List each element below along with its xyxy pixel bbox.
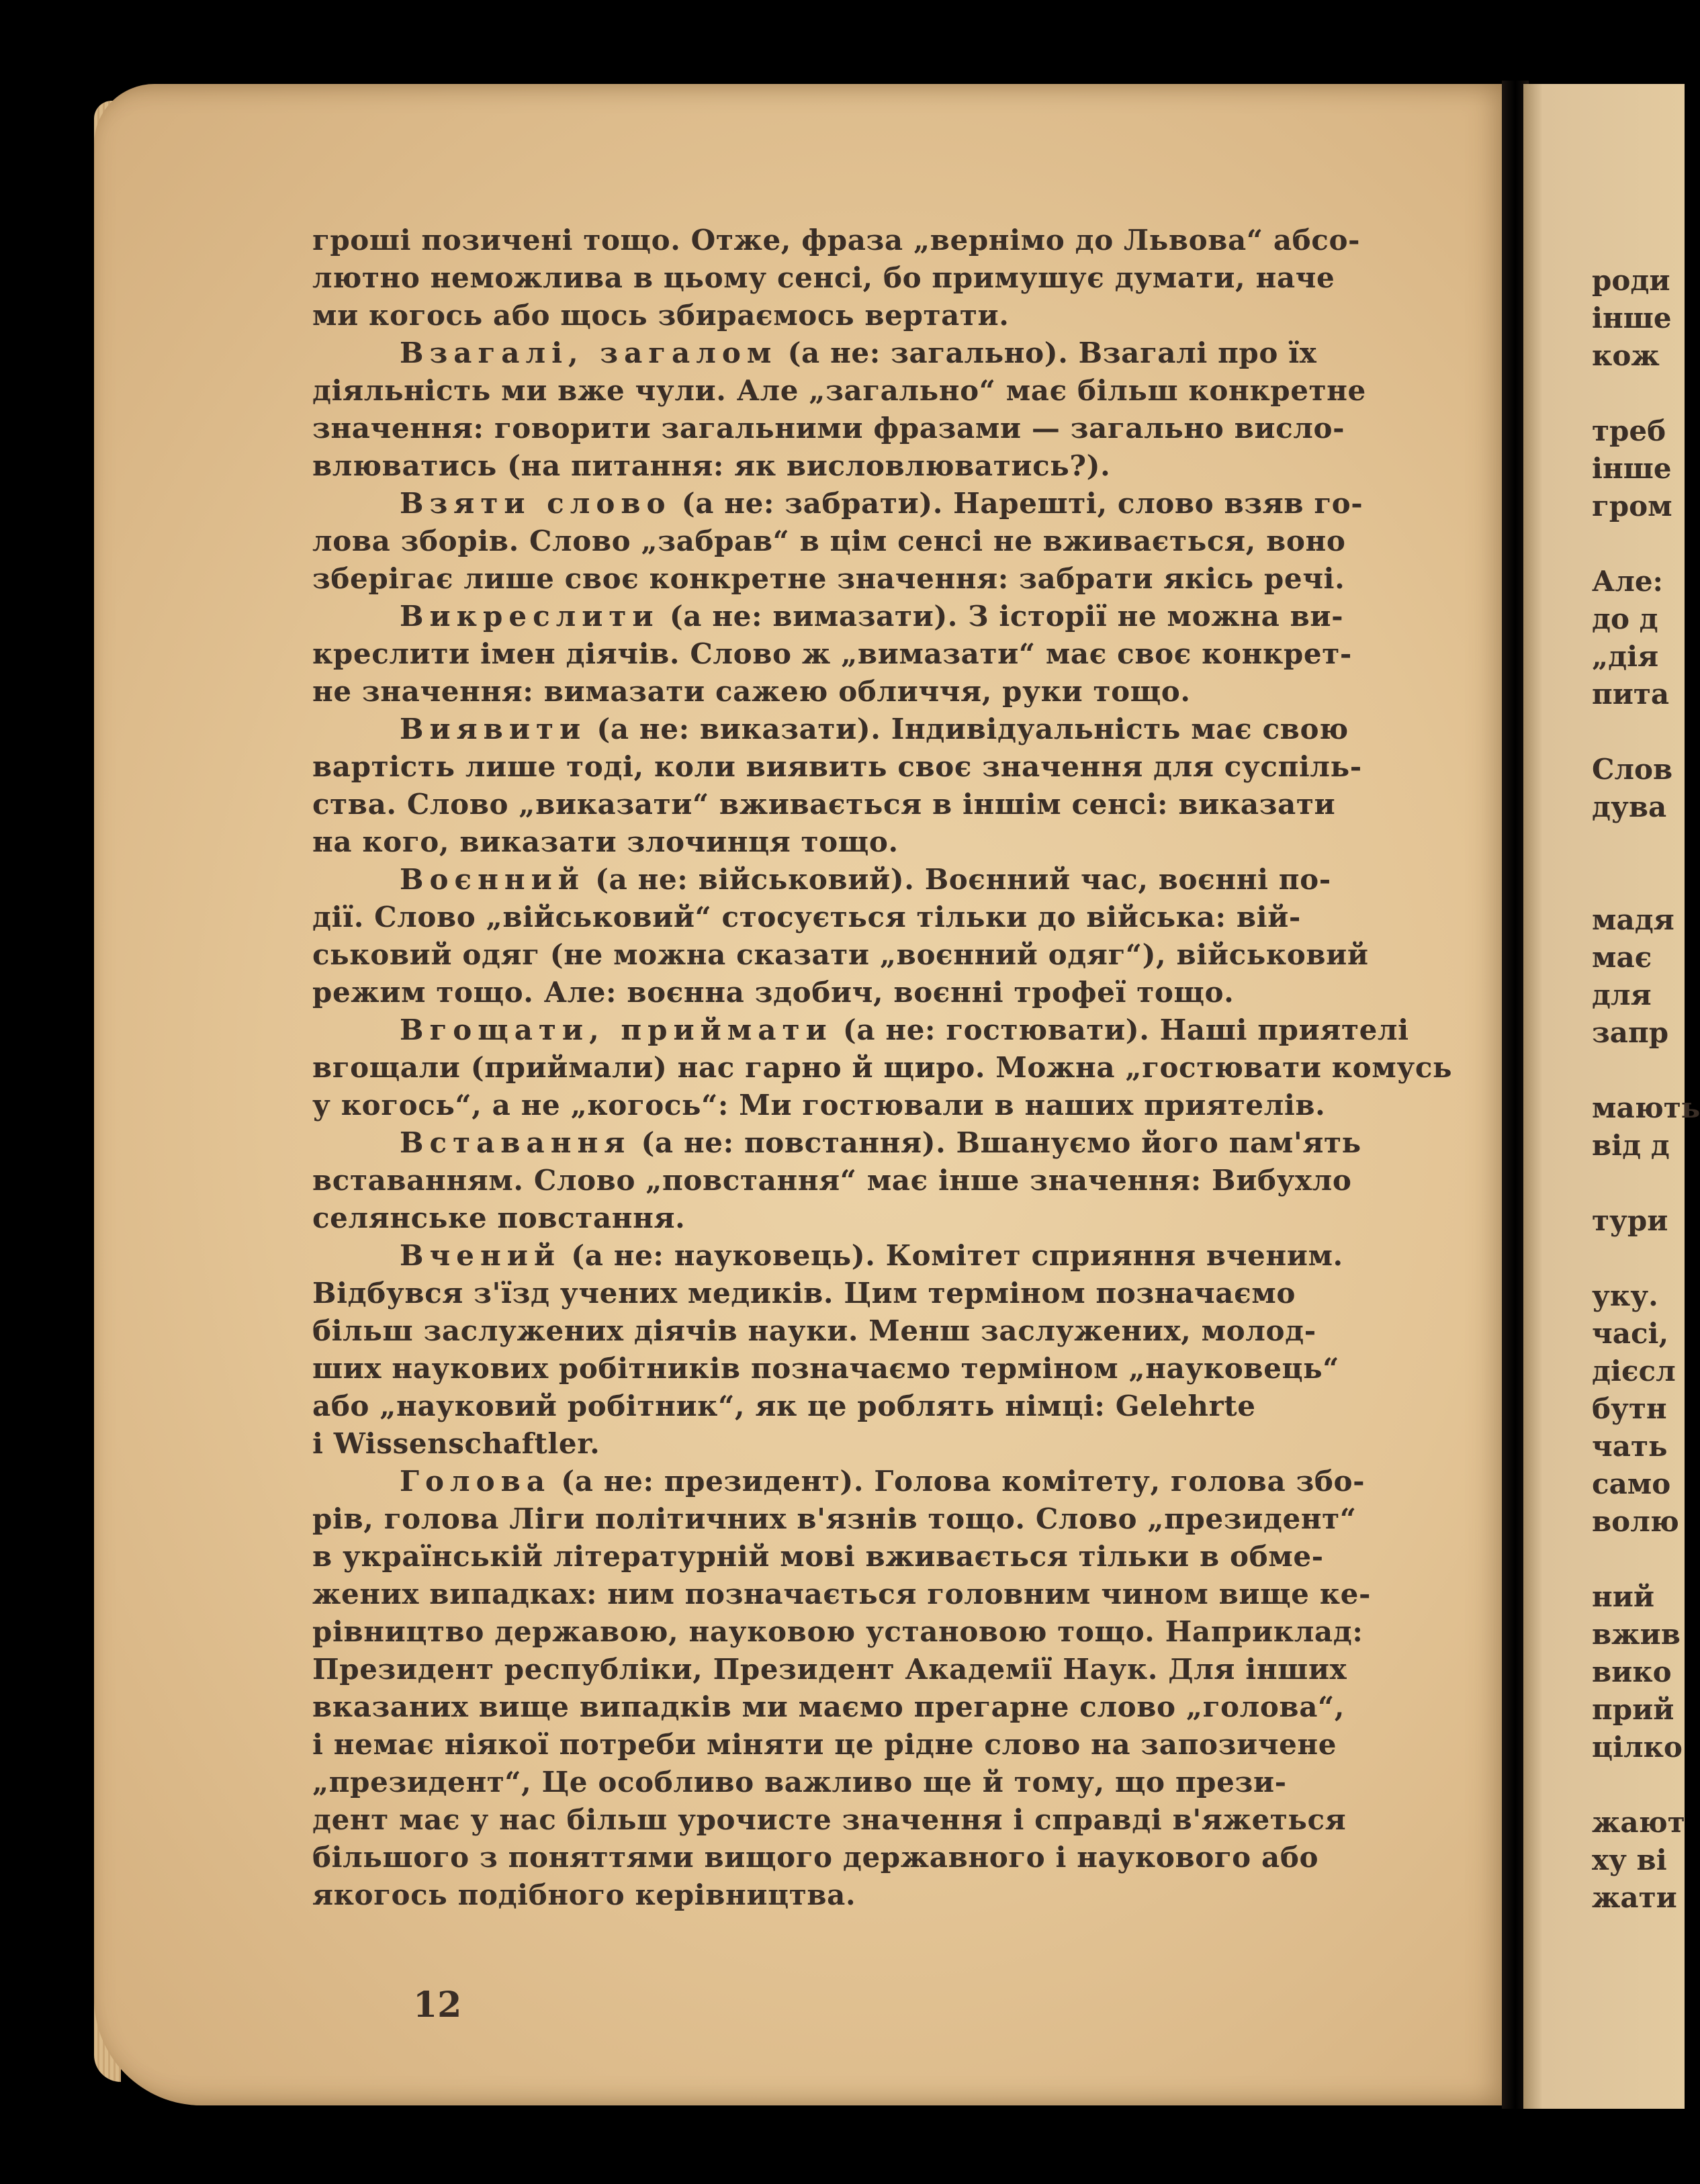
text-line bbox=[312, 410, 1521, 447]
right-page-fragment: дува bbox=[1592, 790, 1667, 823]
right-page-fragment bbox=[1592, 1240, 1674, 1277]
entry-line bbox=[312, 711, 1521, 748]
line-text: (а не: гостювати). Наші приятелі bbox=[832, 1013, 1409, 1046]
right-page-fragment: запр bbox=[1592, 1016, 1669, 1049]
text-line bbox=[312, 1876, 1521, 1914]
right-page-fragment: часі, bbox=[1592, 1317, 1669, 1350]
text-line bbox=[312, 447, 1521, 485]
right-page-fragment bbox=[1592, 1165, 1674, 1202]
right-page-fragment: ху ві bbox=[1592, 1844, 1667, 1876]
line-text: у когось“, а не „когось“: Ми гостювали в наших приятелів. bbox=[312, 1089, 1326, 1122]
right-page-fragment: прий bbox=[1592, 1693, 1674, 1726]
text-line bbox=[312, 748, 1521, 786]
line-text: вартість лише тоді, коли виявить своє значення для суспіль- bbox=[312, 750, 1362, 783]
text-line bbox=[312, 786, 1521, 823]
text-line bbox=[312, 1049, 1521, 1087]
right-page-fragment: цілко bbox=[1592, 1731, 1683, 1764]
line-text: і Wissenschaftler. bbox=[312, 1427, 600, 1460]
line-text: ших наукових робітників позначаємо терміном „науковець“ bbox=[312, 1352, 1340, 1385]
line-text: (а не: загально). Взагалі про їх bbox=[777, 336, 1317, 369]
right-page-fragment: жати bbox=[1592, 1881, 1677, 1914]
right-page-fragment: пита bbox=[1592, 678, 1670, 711]
right-page-text bbox=[1592, 262, 1700, 1917]
line-text: зберігає лише своє конкретне значення: забрати якісь речі. bbox=[312, 562, 1345, 595]
entry-line bbox=[312, 861, 1521, 899]
right-page-fragment: інше bbox=[1592, 452, 1672, 485]
right-page-fragment: мають bbox=[1592, 1091, 1700, 1124]
entry-term: Голова bbox=[400, 1465, 551, 1498]
line-text: (а не: науковець). Комітет сприяння вченим. bbox=[561, 1239, 1343, 1272]
entry-line bbox=[312, 485, 1521, 522]
line-text: якогось подібного керівництва. bbox=[312, 1878, 856, 1911]
entry-term: Виявити bbox=[400, 713, 587, 745]
line-text: рівництво державою, науковою установою тощо. Наприклад: bbox=[312, 1615, 1363, 1648]
line-text: (а не: вимазати). З історії не можна ви- bbox=[659, 600, 1344, 633]
line-text: „президент“, Це особливо важливо ще й тому, що прези- bbox=[312, 1766, 1287, 1799]
right-page-fragment: Але: bbox=[1592, 565, 1664, 598]
right-page-fragment: інше bbox=[1592, 302, 1672, 334]
right-page-fragment: „дія bbox=[1592, 640, 1659, 673]
entry-term: Викреслити bbox=[400, 600, 660, 633]
right-page-fragment: мадя bbox=[1592, 903, 1674, 936]
right-page-fragment: гром bbox=[1592, 490, 1672, 522]
right-page-fragment: жают bbox=[1592, 1806, 1685, 1839]
right-page-fragment: уку. bbox=[1592, 1279, 1658, 1312]
text-line bbox=[312, 372, 1521, 410]
text-line bbox=[312, 1087, 1521, 1124]
right-page-fragment bbox=[1592, 375, 1674, 412]
text-line bbox=[312, 1576, 1521, 1613]
right-page-fragment: ний bbox=[1592, 1580, 1655, 1613]
line-text: більш заслужених діячів науки. Менш заслужених, молод- bbox=[312, 1314, 1316, 1347]
text-line bbox=[312, 1275, 1521, 1312]
line-text: Президент республіки, Президент Академії Наук. Для інших bbox=[312, 1653, 1347, 1686]
text-line bbox=[312, 1613, 1521, 1651]
left-page-text bbox=[312, 222, 1521, 1921]
line-text: влюватись (на питання: як висловлюватись?). bbox=[312, 449, 1111, 482]
line-text: Відбувся з'їзд учених медиків. Цим терміном позначаємо bbox=[312, 1277, 1296, 1310]
line-text: дент має у нас більш урочисте значення і справді в'яжеться bbox=[312, 1803, 1347, 1836]
line-text: ства. Слово „виказати“ вживається в іншім сенсі: виказати bbox=[312, 788, 1336, 821]
right-page-fragment: для bbox=[1592, 979, 1652, 1011]
text-line bbox=[312, 1764, 1521, 1801]
right-page-fragment: само bbox=[1592, 1467, 1671, 1500]
entry-line bbox=[312, 1237, 1521, 1275]
text-line bbox=[312, 1162, 1521, 1199]
text-line bbox=[312, 297, 1521, 334]
entry-line bbox=[312, 334, 1521, 372]
text-line bbox=[312, 635, 1521, 673]
text-line bbox=[312, 522, 1521, 560]
entry-term: Взагалі, загалом bbox=[400, 336, 778, 369]
text-line bbox=[312, 1538, 1521, 1576]
line-text: або „науковий робітник“, як це роблять німці: Gelehrte bbox=[312, 1390, 1256, 1422]
line-text: діяльність ми вже чули. Але „загально“ має більш конкретне bbox=[312, 374, 1366, 407]
line-text: лютно неможлива в цьому сенсі, бо примушує думати, наче bbox=[312, 261, 1335, 294]
text-line bbox=[312, 1312, 1521, 1350]
text-line bbox=[312, 1500, 1521, 1538]
right-page-fragment: від д bbox=[1592, 1129, 1670, 1162]
right-page-fragment: Слов bbox=[1592, 753, 1673, 786]
line-text: значення: говорити загальними фразами — загально висло- bbox=[312, 412, 1345, 445]
line-text: жених випадках: ним позначається головним чином вище ке- bbox=[312, 1578, 1371, 1610]
text-line bbox=[312, 259, 1521, 297]
line-text: дії. Слово „військовий“ стосується тільки до війська: вій- bbox=[312, 901, 1301, 934]
right-page-fragment: дієсл bbox=[1592, 1355, 1676, 1387]
text-line bbox=[312, 1199, 1521, 1237]
right-page-fragment: треб bbox=[1592, 414, 1666, 447]
text-line bbox=[312, 560, 1521, 598]
line-text: (а не: виказати). Індивідуальність має свою bbox=[586, 713, 1349, 745]
right-page-fragment: волю bbox=[1592, 1505, 1679, 1538]
line-text: вказаних вище випадків ми маємо прегарне слово „голова“, bbox=[312, 1690, 1345, 1723]
text-line bbox=[312, 823, 1521, 861]
right-page-fragment bbox=[1592, 713, 1674, 751]
right-page-fragment: бутн bbox=[1592, 1392, 1667, 1425]
line-text: ськовий одяг (не можна сказати „воєнний одяг“), військовий bbox=[312, 938, 1369, 971]
text-line bbox=[312, 974, 1521, 1011]
right-page-fragment: вико bbox=[1592, 1655, 1672, 1688]
line-text: в українській літературній мові вживається тільки в обме- bbox=[312, 1540, 1324, 1573]
line-text: селянське повстання. bbox=[312, 1201, 686, 1234]
text-line bbox=[312, 1651, 1521, 1688]
line-text: і немає ніякої потреби міняти це рідне слово на запозичене bbox=[312, 1728, 1337, 1761]
entry-term: Вгощати, приймати bbox=[400, 1013, 833, 1046]
line-text: (а не: президент). Голова комітету, голова збо- bbox=[551, 1465, 1366, 1498]
entry-line bbox=[312, 1463, 1521, 1500]
line-text: (а не: забрати). Нарешті, слово взяв го- bbox=[671, 487, 1363, 520]
entry-term: Воєнний bbox=[400, 863, 585, 896]
text-line bbox=[312, 1425, 1521, 1463]
text-line bbox=[312, 1801, 1521, 1839]
right-page-fragment: має bbox=[1592, 941, 1652, 974]
line-text: на кого, виказати злочинця тощо. bbox=[312, 825, 899, 858]
entry-line bbox=[312, 598, 1521, 635]
entry-term: Взяти слово bbox=[400, 487, 672, 520]
text-line bbox=[312, 936, 1521, 974]
text-line bbox=[312, 1839, 1521, 1876]
text-line bbox=[312, 899, 1521, 936]
right-page-fragment bbox=[1592, 525, 1674, 563]
line-text: гроші позичені тощо. Отже, фраза „вернімо до Львова“ абсо- bbox=[312, 224, 1361, 257]
page-number: 12 bbox=[413, 1985, 462, 2026]
entry-term: Вчений bbox=[400, 1239, 562, 1272]
line-text: креслити імен діячів. Слово ж „вимазати“ має своє конкрет- bbox=[312, 637, 1352, 670]
line-text: ми когось або щось збираємось вертати. bbox=[312, 299, 1010, 332]
line-text: режим тощо. Але: воєнна здобич, воєнні трофеї тощо. bbox=[312, 976, 1235, 1009]
text-line bbox=[312, 1726, 1521, 1764]
right-page-fragment bbox=[1592, 826, 1674, 864]
right-page-fragment: до д bbox=[1592, 602, 1658, 635]
right-page-fragment: вжив bbox=[1592, 1618, 1681, 1651]
line-text: (а не: військовий). Воєнний час, воєнні по- bbox=[584, 863, 1331, 896]
line-text: рів, голова Ліги політичних в'язнів тощо. Слово „президент“ bbox=[312, 1502, 1357, 1535]
entry-term: Вставання bbox=[400, 1126, 631, 1159]
right-page-fragment bbox=[1592, 864, 1674, 901]
line-text: не значення: вимазати сажею обличчя, руки тощо. bbox=[312, 675, 1191, 708]
right-page-fragment: чать bbox=[1592, 1430, 1668, 1463]
text-line bbox=[312, 1387, 1521, 1425]
text-line bbox=[312, 1350, 1521, 1387]
line-text: вгощали (приймали) нас гарно й щиро. Можна „гостювати комусь bbox=[312, 1051, 1453, 1084]
right-page-fragment: кож bbox=[1592, 339, 1660, 372]
entry-line bbox=[312, 1124, 1521, 1162]
text-line bbox=[312, 222, 1521, 259]
line-text: (а не: повстання). Вшануємо його пам'ять bbox=[631, 1126, 1361, 1159]
right-page-fragment bbox=[1592, 1052, 1674, 1089]
line-text: лова зборів. Слово „забрав“ в цім сенсі не вживається, воно bbox=[312, 525, 1346, 557]
text-line bbox=[312, 1688, 1521, 1726]
entry-line bbox=[312, 1011, 1521, 1049]
text-line bbox=[312, 673, 1521, 711]
right-page-fragment: тури bbox=[1592, 1204, 1668, 1237]
line-text: вставанням. Слово „повстання“ має інше значення: Вибухло bbox=[312, 1164, 1352, 1197]
right-page-fragment: роди bbox=[1592, 264, 1670, 297]
right-page-fragment bbox=[1592, 1766, 1674, 1804]
line-text: більшого з поняттями вищого державного і наукового або bbox=[312, 1841, 1319, 1874]
right-page-fragment bbox=[1592, 1541, 1674, 1578]
